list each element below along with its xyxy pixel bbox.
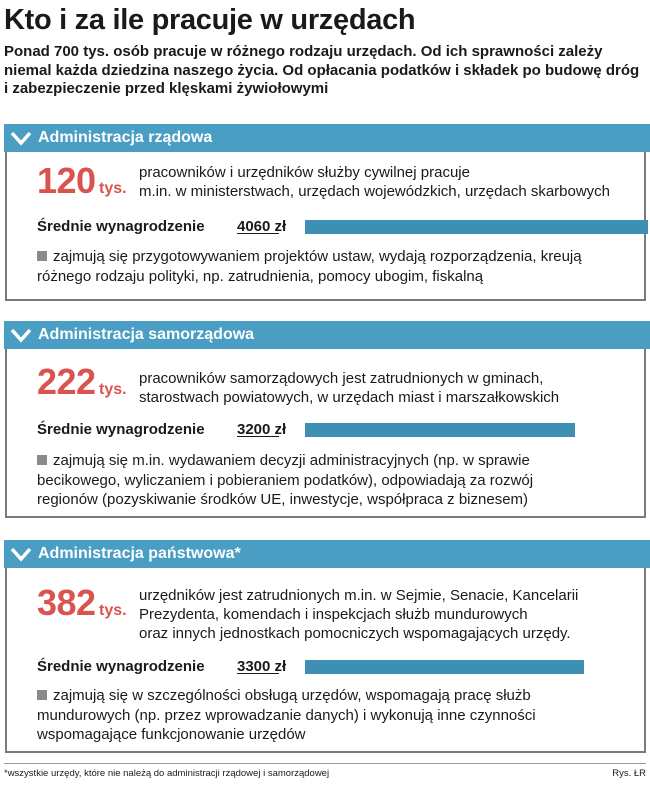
- bullet-square-icon: [37, 251, 47, 261]
- section-description: [139, 369, 559, 407]
- description-line: pracowników i urzędników służby cywilnej pracuje: [139, 164, 470, 181]
- note-line: becikowego, wyliczaniem i pobieraniem podatków), odpowiadają za rozwój: [37, 471, 534, 489]
- section-description: [139, 163, 610, 201]
- section-header: [4, 124, 650, 152]
- section-box: [5, 152, 646, 301]
- salary-value: 4060 zł: [237, 218, 287, 235]
- chevron-down-icon: [10, 128, 32, 148]
- employee-unit: tys.: [99, 180, 127, 197]
- page-title: Kto i za ile pracuje w urzędach: [4, 4, 416, 36]
- employee-count: 120: [37, 160, 96, 201]
- section-header: [4, 321, 650, 349]
- salary-value: 3300 zł: [237, 658, 287, 675]
- section-box: [5, 568, 646, 753]
- description-line: m.in. w ministerstwach, urzędach wojewódzkich, urzędach skarbowych: [139, 183, 611, 200]
- section-panstwowa: [0, 540, 650, 753]
- description-line: oraz innych jednostkach pomocniczych wspomagających urzędy.: [139, 625, 571, 642]
- employee-unit: tys.: [99, 381, 127, 398]
- salary-bar: [305, 220, 648, 234]
- employee-unit: tys.: [99, 602, 127, 619]
- footer-divider: [4, 763, 646, 764]
- salary-bar: [305, 423, 575, 437]
- footnote: *wszystkie urzędy, które nie należą do administracji rządowej i samorządowej: [4, 768, 330, 779]
- section-heading: Administracja rządowa: [38, 129, 213, 146]
- section-note: [37, 451, 533, 510]
- note-line: wspomagające funkcjonowanie urzędów: [37, 726, 306, 743]
- note-line: regionów (pozyskiwanie środków UE, inwestycje, współpraca z biznesem): [37, 491, 529, 508]
- chevron-down-icon: [10, 544, 32, 564]
- lead-text: Ponad 700 tys. osób pracuje w różnego rodzaju urzędach. Od ich sprawności zależy niemal każda dziedzina naszego życia. Od opłacania podatków i składek po budowę dróg i zabezpieczenie przed klęskami żywiołowymi: [4, 43, 640, 97]
- salary-label: Średnie wynagrodzenie: [37, 658, 205, 675]
- section-rzadowa: [0, 124, 650, 301]
- description-line: urzędników jest zatrudnionych m.in. w Sejmie, Senacie, Kancelarii: [139, 587, 579, 604]
- salary-value: 3200 zł: [237, 421, 287, 438]
- section-heading: Administracja państwowa*: [38, 545, 241, 562]
- note-line: zajmują się m.in. wydawaniem decyzji administracyjnych (np. w sprawie: [37, 451, 533, 471]
- salary-label: Średnie wynagrodzenie: [37, 421, 205, 438]
- description-line: starostwach powiatowych, w urzędach miast i marszałkowskich: [139, 389, 560, 406]
- section-box: [5, 349, 646, 518]
- bullet-square-icon: [37, 690, 47, 700]
- salary-bar: [305, 660, 584, 674]
- employee-count: 222: [37, 361, 96, 402]
- note-line: zajmują się w szczególności obsługą urzędów, wspomagają pracę służb: [37, 686, 536, 706]
- bullet-square-icon: [37, 455, 47, 465]
- section-description: [139, 586, 578, 643]
- note-line: zajmują się przygotowywaniem projektów ustaw, wydają rozporządzenia, kreują: [37, 247, 582, 267]
- section-samorzadowa: [0, 321, 650, 518]
- description-line: pracowników samorządowych jest zatrudnionych w gminach,: [139, 370, 544, 387]
- salary-label: Średnie wynagrodzenie: [37, 218, 205, 235]
- section-note: [37, 686, 536, 745]
- employee-count: 382: [37, 582, 96, 623]
- description-line: Prezydenta, komendach i inspekcjach służb mundurowych: [139, 606, 528, 623]
- section-heading: Administracja samorządowa: [38, 326, 255, 343]
- note-line: mundurowych (np. przez wprowadzanie danych) i wykonują inne czynności: [37, 706, 536, 724]
- credit: Rys. ŁR: [612, 768, 646, 779]
- section-note: [37, 247, 582, 286]
- section-header: [4, 540, 650, 568]
- chevron-down-icon: [10, 325, 32, 345]
- note-line: różnego rodzaju polityki, np. zatrudnienia, pomocy ubogim, fiskalną: [37, 267, 484, 285]
